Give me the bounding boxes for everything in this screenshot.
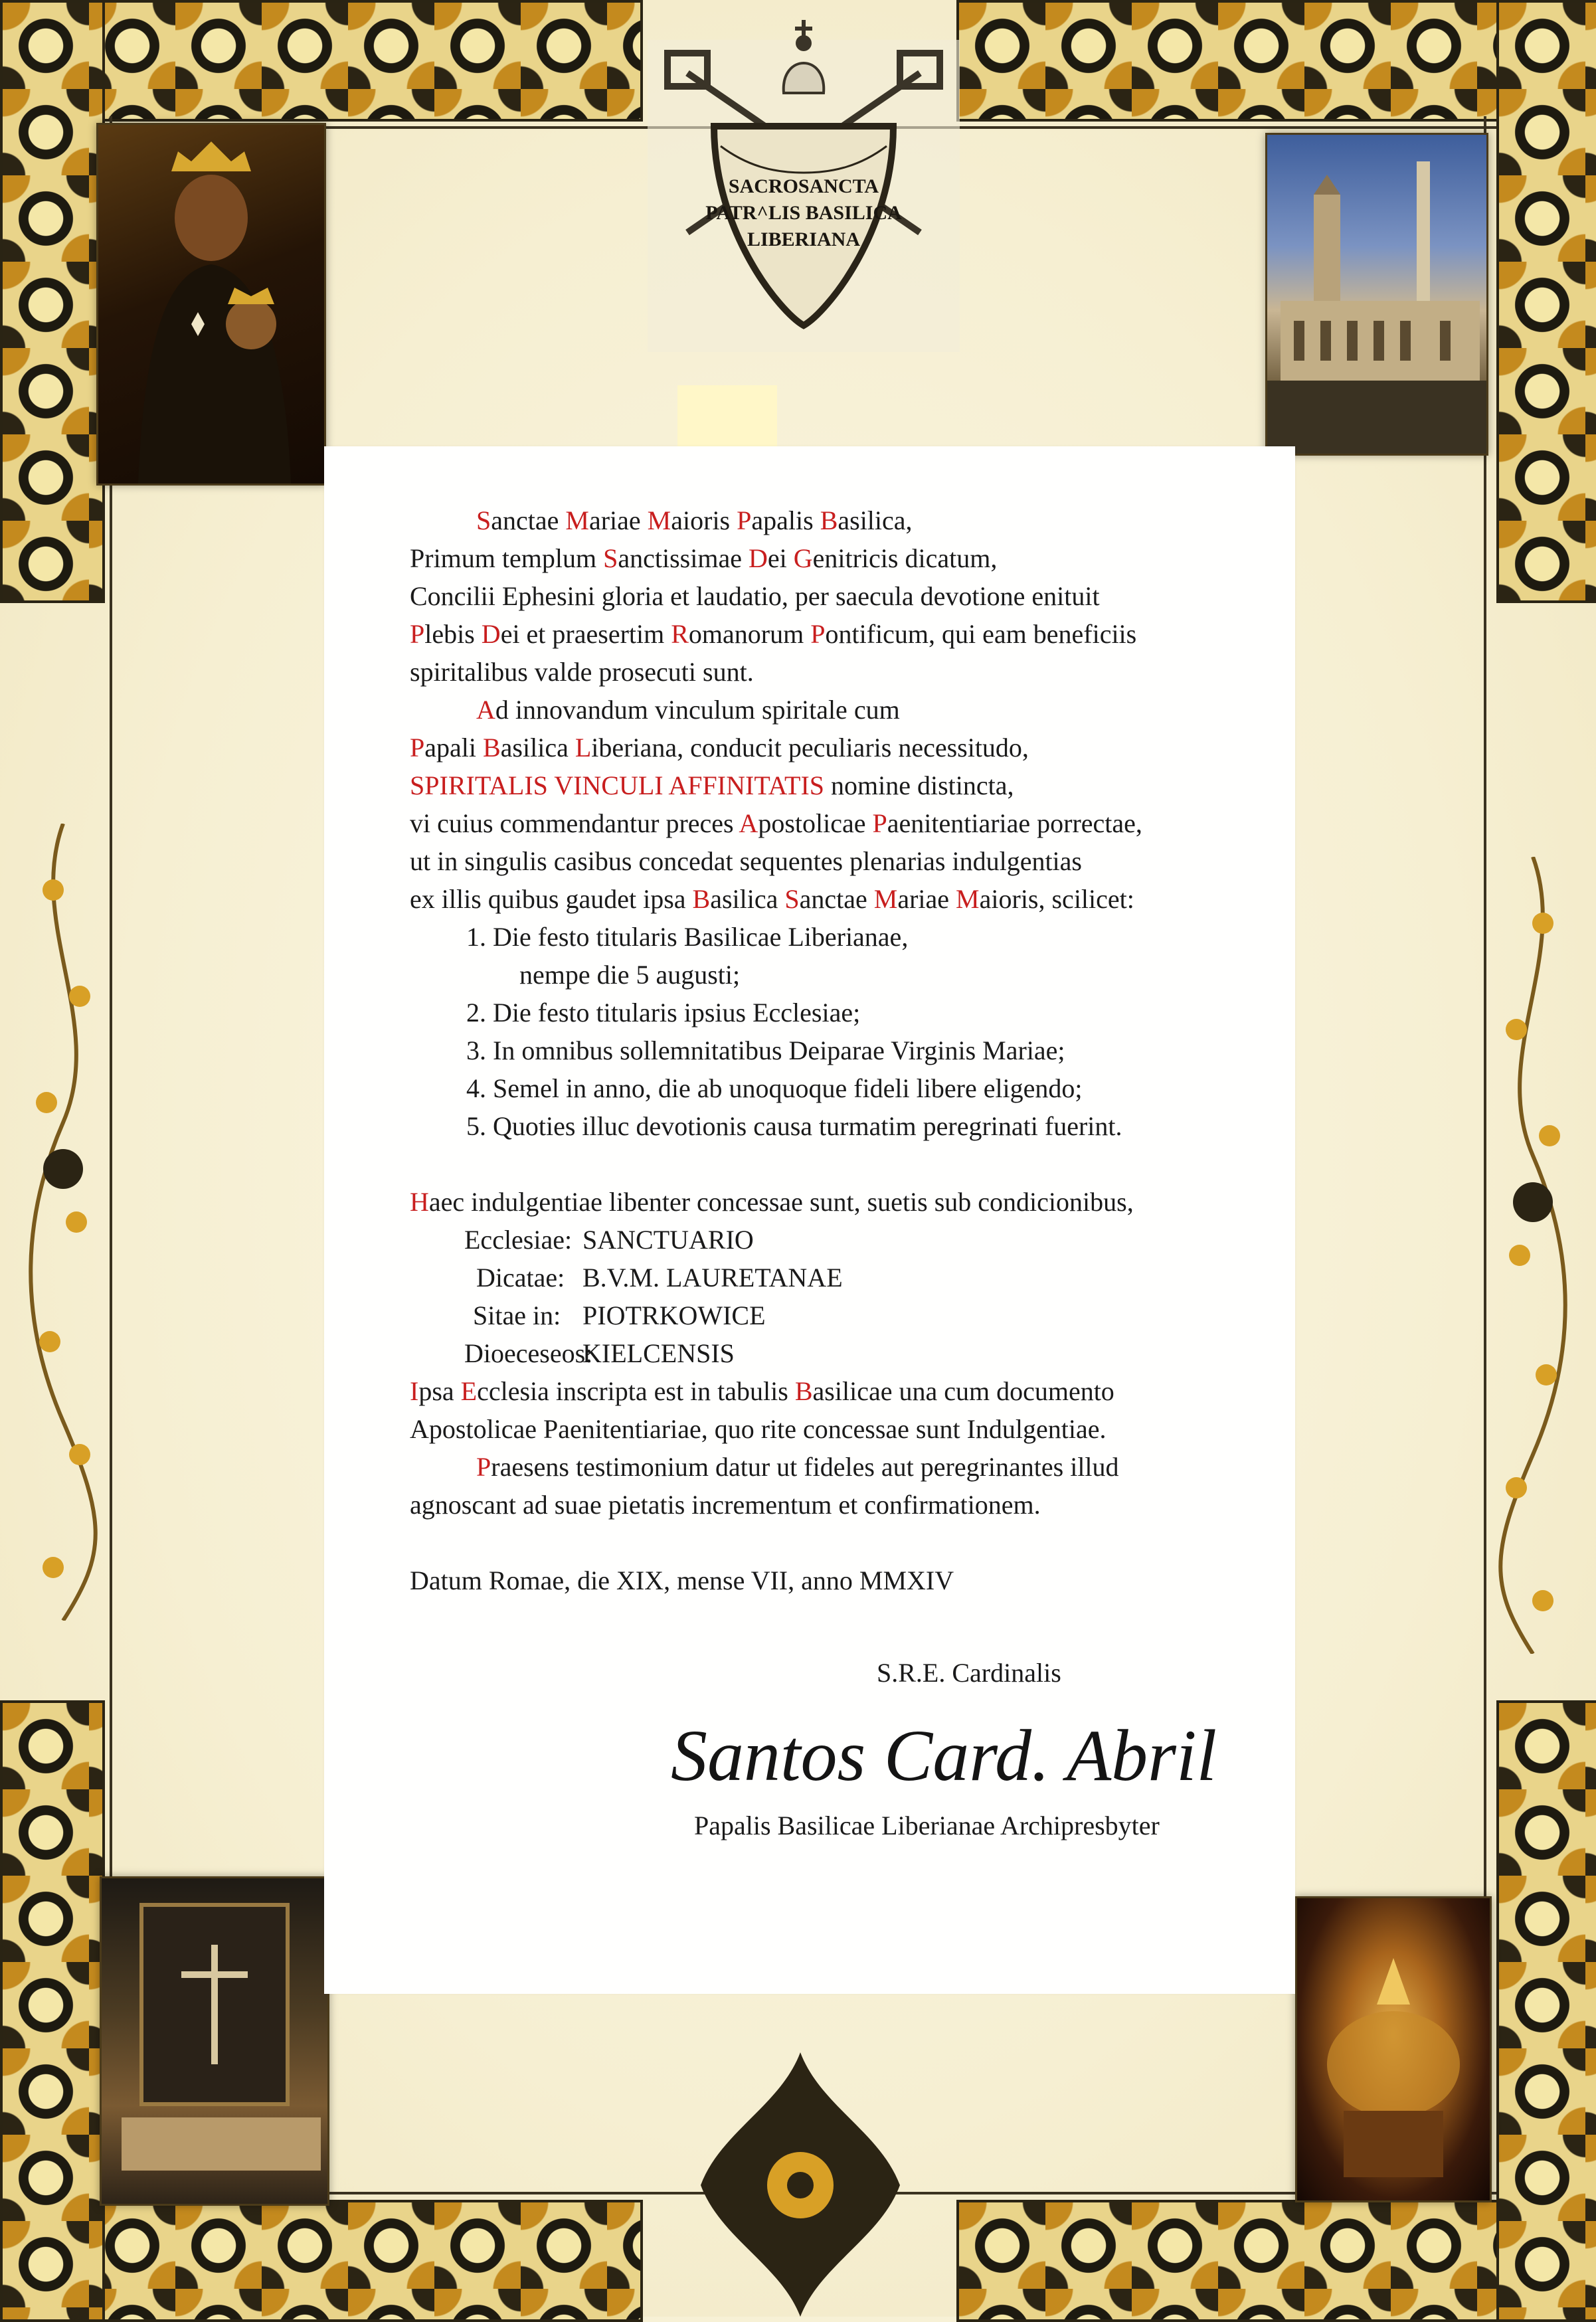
- detail-label: Dicatae:: [476, 1263, 565, 1293]
- rubric-letter: B: [820, 505, 838, 535]
- border-band-right-top: [1496, 0, 1596, 603]
- detail-value: B.V.M. LAURETANAE: [582, 1263, 843, 1293]
- rubric-letter: S: [603, 543, 618, 573]
- text-line: vi cuius commendantur preces Apostolicae Paenitentiariae porrectae,: [410, 808, 1142, 838]
- sheet-tab: [677, 385, 777, 448]
- rubric-letter: L: [575, 733, 592, 762]
- text-line: ut in singulis casibus concedat sequentes plenarias indulgentias: [410, 846, 1082, 876]
- madonna-icon-image: [96, 123, 326, 486]
- text-line: spiritalibus valde prosecuti sunt.: [410, 657, 754, 687]
- crucifix-icon: [102, 1878, 327, 2204]
- list-item: nempe die 5 augusti;: [519, 960, 741, 990]
- reliquary-icon: [1297, 1898, 1490, 2200]
- paragraph-testimony: [410, 1448, 1353, 1524]
- detail-row: [410, 1334, 1353, 1372]
- rubric-letter: E: [460, 1376, 478, 1406]
- border-band-left-top: [0, 0, 105, 603]
- rubric-letter: M: [873, 884, 898, 914]
- bottom-center-ornament: [701, 2052, 900, 2317]
- text-line: ex illis quibus gaudet ipsa Basilica Sanctae Mariae Maioris, scilicet:: [410, 884, 1134, 914]
- detail-value: SANCTUARIO: [582, 1225, 754, 1255]
- rubric-letter: M: [647, 505, 671, 535]
- rubric-letter: M: [956, 884, 980, 914]
- indulgence-list: [410, 918, 1353, 1145]
- detail-label: Ecclesiae:: [464, 1225, 573, 1255]
- detail-label: Dioeceseos:: [464, 1338, 593, 1368]
- crest-line-3: LIBERIANA: [747, 228, 861, 250]
- rubric-letter: B: [482, 733, 501, 762]
- detail-row: [410, 1259, 1353, 1296]
- vine-ornament-left: [13, 824, 113, 1621]
- basilica-exterior-image: [1265, 133, 1488, 456]
- rubric-letter: D: [481, 619, 501, 649]
- rubric-letter: B: [692, 884, 711, 914]
- rubric-letter: P: [476, 1452, 491, 1482]
- rubric-letter: A: [739, 808, 758, 838]
- rubric-letter: B: [794, 1376, 813, 1406]
- rubric-letter: M: [565, 505, 589, 535]
- datum-line: Datum Romae, die XIX, mense VII, anno MMXIV: [410, 1565, 954, 1595]
- list-item: 1. Die festo titularis Basilicae Liberianae,: [466, 922, 909, 952]
- detail-label: Sitae in:: [473, 1300, 561, 1330]
- text-line: Sanctae Mariae Maioris Papalis Basilica,: [476, 505, 913, 535]
- list-item: 3. In omnibus sollemnitatibus Deiparae Virginis Mariae;: [466, 1035, 1065, 1065]
- paragraph-conditions: [410, 1183, 1353, 1221]
- text-line: Concilii Ephesini gloria et laudatio, per saecula devotione enituit: [410, 581, 1100, 611]
- rubric-letter: I: [410, 1376, 419, 1406]
- rubric-letter: S: [476, 505, 491, 535]
- vine-ornament-right: [1483, 857, 1583, 1654]
- list-item: 4. Semel in anno, die ab unoquoque fideli libere eligendo;: [466, 1073, 1083, 1103]
- border-band-right-bottom: [1496, 1700, 1596, 2322]
- list-item: 2. Die festo titularis ipsius Ecclesiae;: [466, 998, 861, 1027]
- chapel-interior-image: [100, 1876, 329, 2206]
- text-line: agnoscant ad suae pietatis incrementum et confirmationem.: [410, 1490, 1041, 1520]
- paragraph-intro: [410, 501, 1353, 691]
- text-line: Haec indulgentiae libenter concessae sunt, suetis sub condicionibus,: [410, 1187, 1134, 1217]
- paragraph-affinity: [410, 691, 1353, 918]
- rubric-letter: P: [872, 808, 887, 838]
- rubric-letter: H: [410, 1187, 429, 1217]
- church-details: [410, 1221, 1353, 1372]
- detail-value: PIOTRKOWICE: [582, 1300, 766, 1330]
- text-line: Praesens testimonium datur ut fideles aut peregrinantes illud: [476, 1452, 1119, 1482]
- rubric-letter: P: [410, 733, 425, 762]
- crest-line-2: PATR^LIS BASILICA: [705, 202, 902, 224]
- text-line: SPIRITALIS VINCULI AFFINITATIS nomine distincta,: [410, 770, 1014, 800]
- crest-line-1: SACROSANCTA: [728, 175, 879, 197]
- rubric-letter: A: [476, 695, 495, 725]
- papal-basilica-crest: [648, 13, 960, 352]
- basilica-facade-icon: [1267, 135, 1486, 454]
- rubric-letter: P: [410, 619, 425, 649]
- cardinalis-title: S.R.E. Cardinalis: [877, 1658, 1061, 1688]
- signature-text: Santos Card. Abril: [671, 1715, 1217, 1796]
- letter-body: [410, 501, 1353, 1599]
- cardinal-signature: [658, 1700, 1302, 1813]
- text-line: Ipsa Ecclesia inscripta est in tabulis Basilicae una cum documento: [410, 1376, 1114, 1406]
- rubric-letter: P: [810, 619, 826, 649]
- detail-row: [410, 1221, 1353, 1259]
- detail-row: [410, 1296, 1353, 1334]
- rubric-letter: SPIRITALIS VINCULI AFFINITATIS: [410, 770, 825, 800]
- rubric-letter: S: [784, 884, 800, 914]
- rubric-letter: R: [671, 619, 689, 649]
- text-line: Primum templum Sanctissimae Dei Genitricis dicatum,: [410, 543, 998, 573]
- text-line: Apostolicae Paenitentiariae, quo rite concessae sunt Indulgentiae.: [410, 1414, 1107, 1444]
- list-item: 5. Quoties illuc devotionis causa turmatim peregrinati fuerint.: [466, 1111, 1122, 1141]
- rubric-letter: D: [748, 543, 768, 573]
- paragraph-inscription: [410, 1372, 1353, 1448]
- rubric-letter: G: [793, 543, 813, 573]
- border-band-left-bottom: [0, 1700, 105, 2322]
- madonna-figure-icon: [98, 125, 324, 484]
- text-line: Papali Basilica Liberiana, conducit peculiaris necessitudo,: [410, 733, 1029, 762]
- text-line: Ad innovandum vinculum spiritale cum: [476, 695, 900, 725]
- text-line: Plebis Dei et praesertim Romanorum Pontificum, qui eam beneficiis: [410, 619, 1137, 649]
- rubric-letter: P: [737, 505, 752, 535]
- reliquary-image: [1295, 1896, 1492, 2202]
- detail-value: KIELCENSIS: [582, 1338, 735, 1368]
- archipresbyter-title: Papalis Basilicae Liberianae Archipresbyter: [694, 1811, 1160, 1840]
